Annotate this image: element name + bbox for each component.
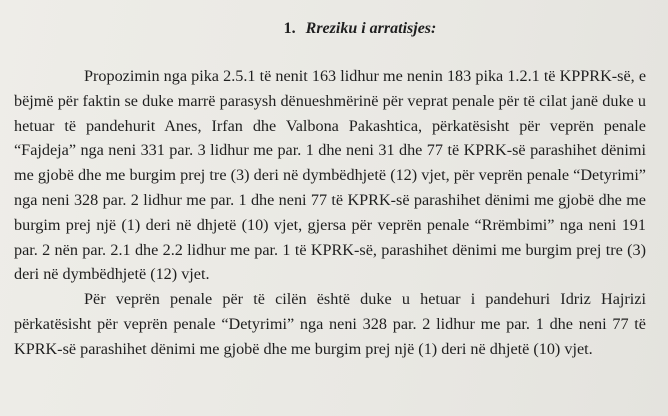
section-title: Rreziku i arratisjes: (305, 20, 437, 37)
section-number: 1. (283, 20, 296, 37)
section-heading (14, 20, 646, 38)
paragraph-1: Propozimin nga pika 2.5.1 të nenit 163 lidhur me nenin 183 pika 1.2.1 të KPPRK-së, e bëjmë për faktin se duke marrë parasysh dënueshmërinë për veprat penale për të cilat janë duke u hetuar të pandehurit Anes, Irfan dhe Valbona Pakashtica, përkatësisht për veprën penale “Fajdeja” nga neni 331 par. 3 lidhur me par. 1 dhe neni 31 dhe 77 të KPRK-së parashihet dënimi me gjobë dhe me burgim prej tre (3) deri në dymbëdhjetë (12) vjet, për veprën penale “Detyrimi” nga neni 328 par. 2 lidhur me par. 1 dhe neni 77 të KPRK-së parashihet dënimi me gjobë dhe me burgim prej një (1) deri në dhjetë (10) vjet, gjersa për veprën penale “Rrëmbimi” nga neni 191 par. 2 nën par. 2.1 dhe 2.2 lidhur me par. 1 të KPRK-së, parashihet dënimi me burgim prej tre (3) deri në dymbëdhjetë (12) vjet. (14, 67, 646, 284)
paragraph-2: Për veprën penale për të cilën është duke u hetuar i pandehuri Idriz Hajrizi përkatësisht për veprën penale “Detyrimi” nga neni 328 par. 2 lidhur me par. 1 dhe neni 77 të KPRK-së parashihet dënimi me gjobë dhe me burgim prej një (1) deri në dhjetë (10) vjet. (14, 290, 646, 358)
